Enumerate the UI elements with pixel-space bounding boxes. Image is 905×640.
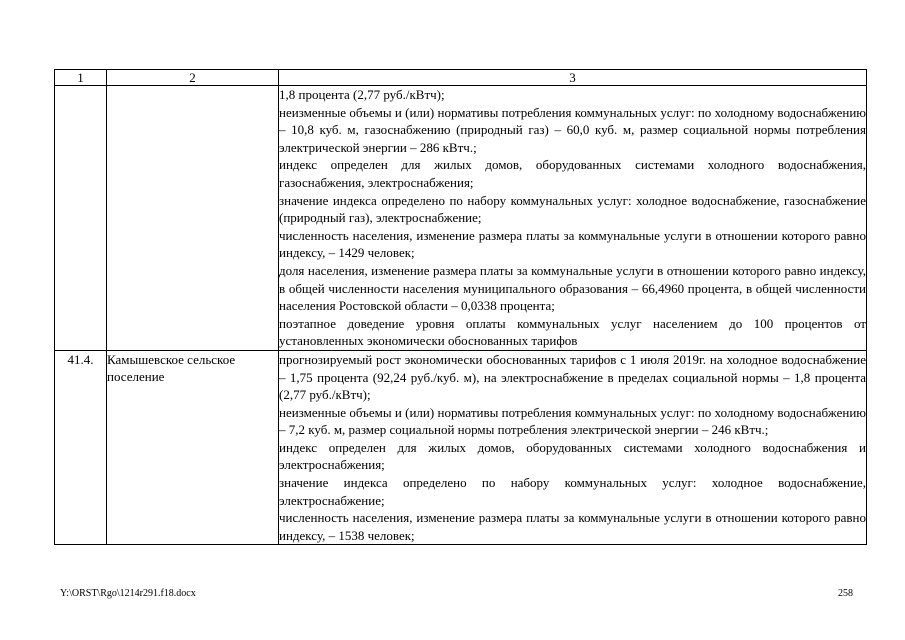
- page-number: 258: [838, 588, 853, 599]
- row-description: [279, 86, 867, 351]
- paragraph: значение индекса определено по набору коммунальных услуг: холодное водоснабжение, газоснабжение (природный газ), электроснабжение;: [279, 192, 866, 226]
- paragraph: индекс определен для жилых домов, оборудованных системами холодного водоснабжения, газоснабжения, электроснабжения;: [279, 157, 866, 190]
- paragraph: доля населения, изменение размера платы за коммунальные услуги в отношении которого равно индексу, в общей численности населения муниципального образования – 66,4960 процента, в общей численности населения Ростовской области – 0,0338 процента;: [279, 262, 866, 314]
- header-col-3: 3: [279, 70, 867, 86]
- row-description: [279, 350, 867, 545]
- paragraph: численность населения, изменение размера платы за коммунальные услуги в отношении которого равно индексу, – 1429 человек;: [279, 227, 866, 261]
- paragraph: неизменные объемы и (или) нормативы потребления коммунальных услуг: по холодному водоснабжению – 7,2 куб. м, размер социальной нормы потребления электрической энергии – 246 кВтч.;: [279, 404, 866, 438]
- header-col-2: 2: [107, 70, 279, 86]
- paragraph: 1,8 процента (2,77 руб./кВтч);: [279, 87, 445, 102]
- table-row: [55, 86, 867, 351]
- paragraph: значение индекса определено по набору коммунальных услуг: холодное водоснабжение, электроснабжение;: [279, 475, 866, 508]
- tariff-table: [54, 69, 867, 545]
- paragraph: прогнозируемый рост экономически обоснованных тарифов с 1 июля 2019г. на холодное водоснабжение – 1,75 процента (92,24 руб./куб. м), на электроснабжение в пределах социальной нормы – 1,8 процента (2,77 руб./кВтч);: [279, 351, 866, 403]
- header-col-1: 1: [55, 70, 107, 86]
- footer-file-path: Y:\ORST\Rgo\1214r291.f18.docx: [60, 588, 196, 599]
- table-row: [55, 350, 867, 545]
- paragraph: неизменные объемы и (или) нормативы потребления коммунальных услуг: по холодному водоснабжению – 10,8 куб. м, газоснабжению (природный газ) – 60,0 куб. м, размер социальной нормы потребления электрической энергии – 286 кВтч.;: [279, 104, 866, 155]
- row-number: [55, 86, 107, 351]
- municipality-name: Камышевское сельское поселение: [107, 350, 279, 545]
- paragraph: индекс определен для жилых домов, оборудованных системами холодного водоснабжения и электроснабжения;: [279, 439, 866, 473]
- municipality-name: [107, 86, 279, 351]
- paragraph: численность населения, изменение размера платы за коммунальные услуги в отношении которого равно индексу, – 1538 человек;: [279, 510, 866, 543]
- paragraph: поэтапное доведение уровня оплаты коммунальных услуг населением до 100 процентов от установленных экономически обоснованных тарифов: [279, 315, 866, 349]
- table-header-row: [55, 70, 867, 86]
- row-number: 41.4.: [55, 350, 107, 545]
